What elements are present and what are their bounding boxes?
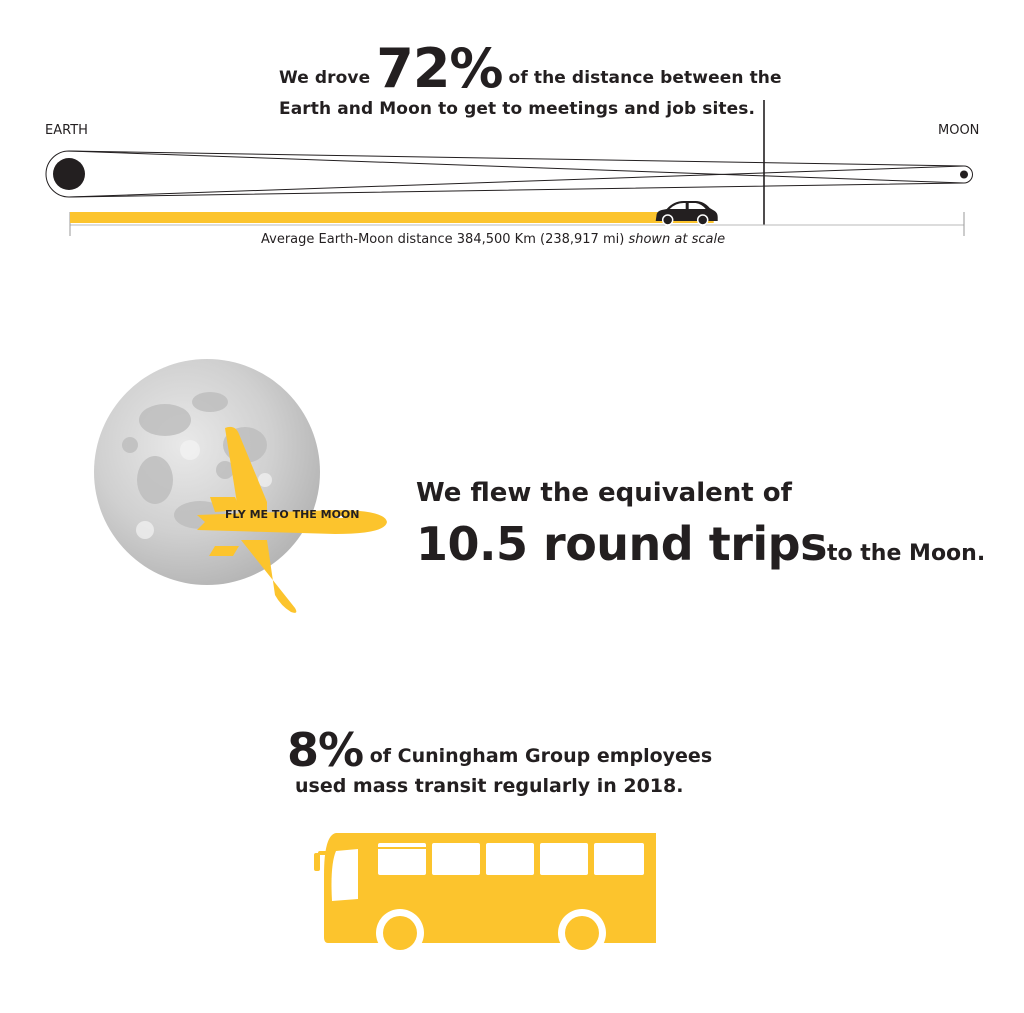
moon-illustration bbox=[85, 350, 405, 620]
scale-caption-italic: shown at scale bbox=[628, 232, 726, 247]
drive-text-before: We drove bbox=[279, 68, 377, 88]
moon-icon bbox=[960, 171, 968, 179]
drive-progress-bar bbox=[70, 212, 714, 223]
fly-heading: We flew the equivalent of bbox=[416, 478, 792, 508]
plane-label: FLY ME TO THE MOON bbox=[225, 508, 360, 521]
transit-percent: 8% bbox=[287, 723, 364, 777]
fly-stat-small: to the Moon. bbox=[827, 541, 986, 566]
drive-text-line2: Earth and Moon to get to meetings and job sites. bbox=[279, 99, 756, 119]
scale-caption-text: Average Earth-Moon distance 384,500 Km (238,917 mi) bbox=[261, 232, 625, 247]
transit-text bbox=[287, 723, 713, 801]
earth-label: EARTH bbox=[45, 123, 88, 138]
earth-icon bbox=[53, 158, 85, 190]
drive-percent: 72% bbox=[376, 37, 503, 100]
transit-line2: used mass transit regularly in 2018. bbox=[295, 775, 684, 797]
fly-stat-big: 10.5 round trips bbox=[416, 517, 827, 571]
earth-moon-diagram bbox=[0, 0, 1024, 260]
orbit-cross-a bbox=[69, 151, 964, 183]
fly-stat bbox=[416, 517, 985, 571]
moon-label: MOON bbox=[938, 123, 980, 138]
orbit-cross-b bbox=[69, 166, 964, 197]
bus-icon bbox=[310, 825, 670, 960]
drive-text-after: of the distance between the bbox=[502, 68, 782, 88]
scale-caption bbox=[261, 232, 725, 247]
orbit-outline bbox=[46, 151, 973, 197]
transit-line1: of Cuningham Group employees bbox=[363, 745, 713, 767]
